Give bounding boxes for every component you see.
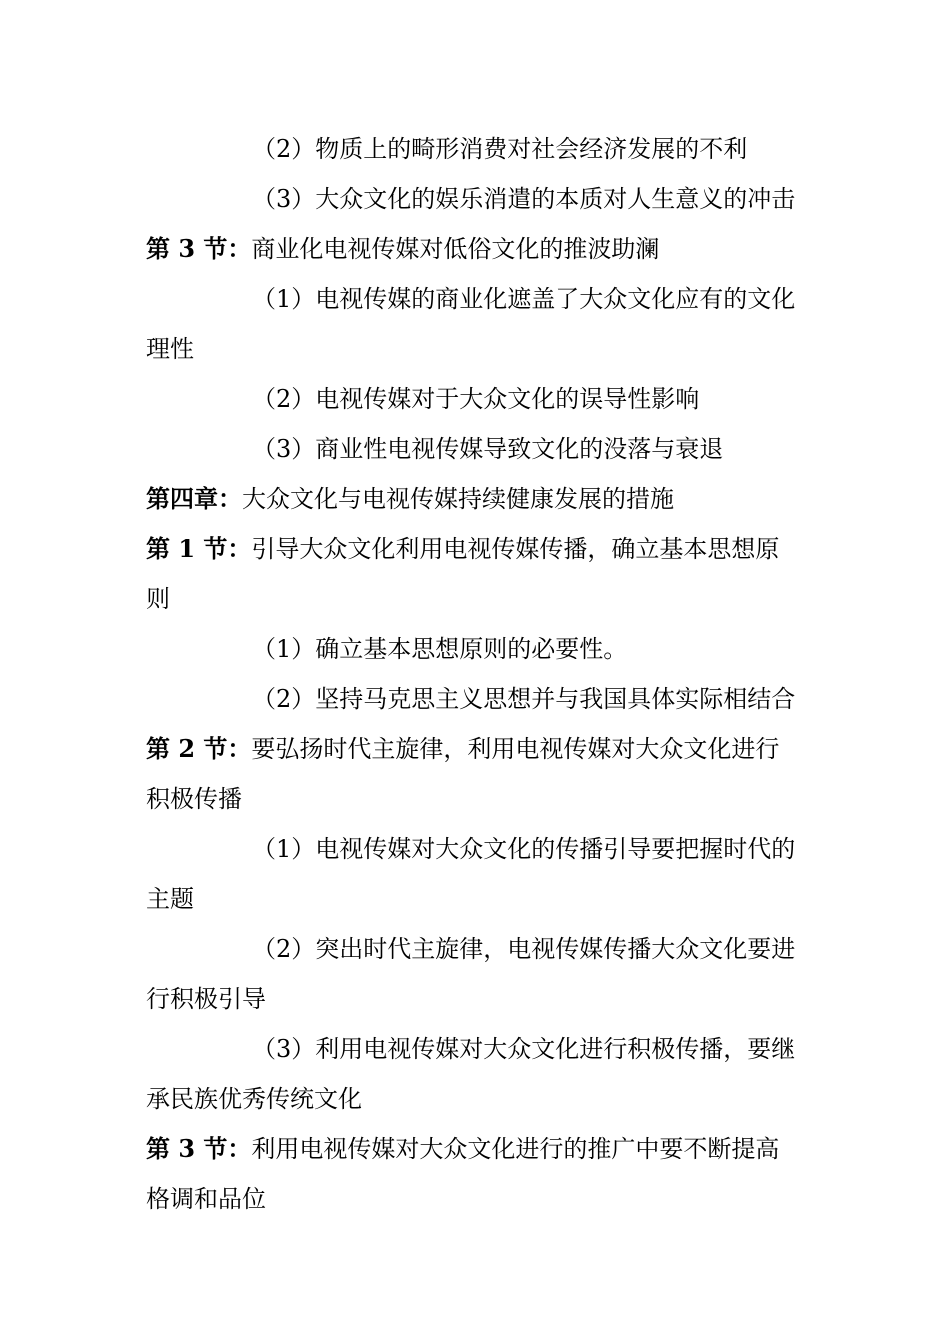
line-text: 理性 bbox=[146, 335, 194, 363]
line-text: （3）利用电视传媒对大众文化进行积极传播，要继 bbox=[252, 1035, 796, 1063]
document-body bbox=[146, 124, 806, 1224]
list-item bbox=[146, 824, 806, 874]
line-text: （1）电视传媒的商业化遮盖了大众文化应有的文化 bbox=[252, 285, 796, 313]
section-heading-continuation bbox=[146, 1174, 806, 1224]
section-heading-continuation bbox=[146, 774, 806, 824]
section-label: 第 3 节： bbox=[146, 234, 252, 263]
line-text: 积极传播 bbox=[146, 785, 242, 813]
section-heading bbox=[146, 524, 806, 574]
list-item bbox=[146, 174, 806, 224]
section-heading bbox=[146, 224, 806, 274]
section-heading bbox=[146, 1124, 806, 1174]
list-item-continuation bbox=[146, 1074, 806, 1124]
line-text: 主题 bbox=[146, 885, 194, 913]
section-label: 第 2 节： bbox=[146, 734, 252, 763]
line-text: （1）确立基本思想原则的必要性。 bbox=[252, 635, 628, 663]
chapter-title: 大众文化与电视传媒持续健康发展的措施 bbox=[242, 485, 674, 513]
section-label: 第 1 节： bbox=[146, 534, 252, 563]
list-item bbox=[146, 924, 806, 974]
line-text: 格调和品位 bbox=[146, 1185, 266, 1213]
list-item bbox=[146, 124, 806, 174]
chapter-heading bbox=[146, 474, 806, 524]
list-item-continuation bbox=[146, 324, 806, 374]
line-text: 承民族优秀传统文化 bbox=[146, 1085, 362, 1113]
section-title: 利用电视传媒对大众文化进行的推广中要不断提高 bbox=[251, 1135, 780, 1163]
section-heading-continuation bbox=[146, 574, 806, 624]
line-text: （2）坚持马克思主义思想并与我国具体实际相结合 bbox=[252, 685, 796, 713]
section-title: 引导大众文化利用电视传媒传播，确立基本思想原 bbox=[251, 535, 780, 563]
section-title: 商业化电视传媒对低俗文化的推波助澜 bbox=[251, 235, 660, 263]
section-label: 第 3 节： bbox=[146, 1134, 252, 1163]
line-text: （3）商业性电视传媒导致文化的没落与衰退 bbox=[252, 435, 724, 463]
line-text: （1）电视传媒对大众文化的传播引导要把握时代的 bbox=[252, 835, 796, 863]
list-item bbox=[146, 374, 806, 424]
list-item-continuation bbox=[146, 874, 806, 924]
line-text: （3）大众文化的娱乐消遣的本质对人生意义的冲击 bbox=[252, 185, 796, 213]
line-text: 行积极引导 bbox=[146, 985, 266, 1013]
list-item-continuation bbox=[146, 974, 806, 1024]
line-text: （2）物质上的畸形消费对社会经济发展的不利 bbox=[252, 135, 748, 163]
list-item bbox=[146, 674, 806, 724]
line-text: （2）突出时代主旋律，电视传媒传播大众文化要进 bbox=[252, 935, 796, 963]
list-item bbox=[146, 424, 806, 474]
chapter-label: 第四章： bbox=[146, 484, 242, 513]
line-text: （2）电视传媒对于大众文化的误导性影响 bbox=[252, 385, 700, 413]
section-title: 要弘扬时代主旋律，利用电视传媒对大众文化进行 bbox=[251, 735, 780, 763]
list-item bbox=[146, 1024, 806, 1074]
list-item bbox=[146, 274, 806, 324]
section-heading bbox=[146, 724, 806, 774]
list-item bbox=[146, 624, 806, 674]
line-text: 则 bbox=[146, 585, 170, 613]
